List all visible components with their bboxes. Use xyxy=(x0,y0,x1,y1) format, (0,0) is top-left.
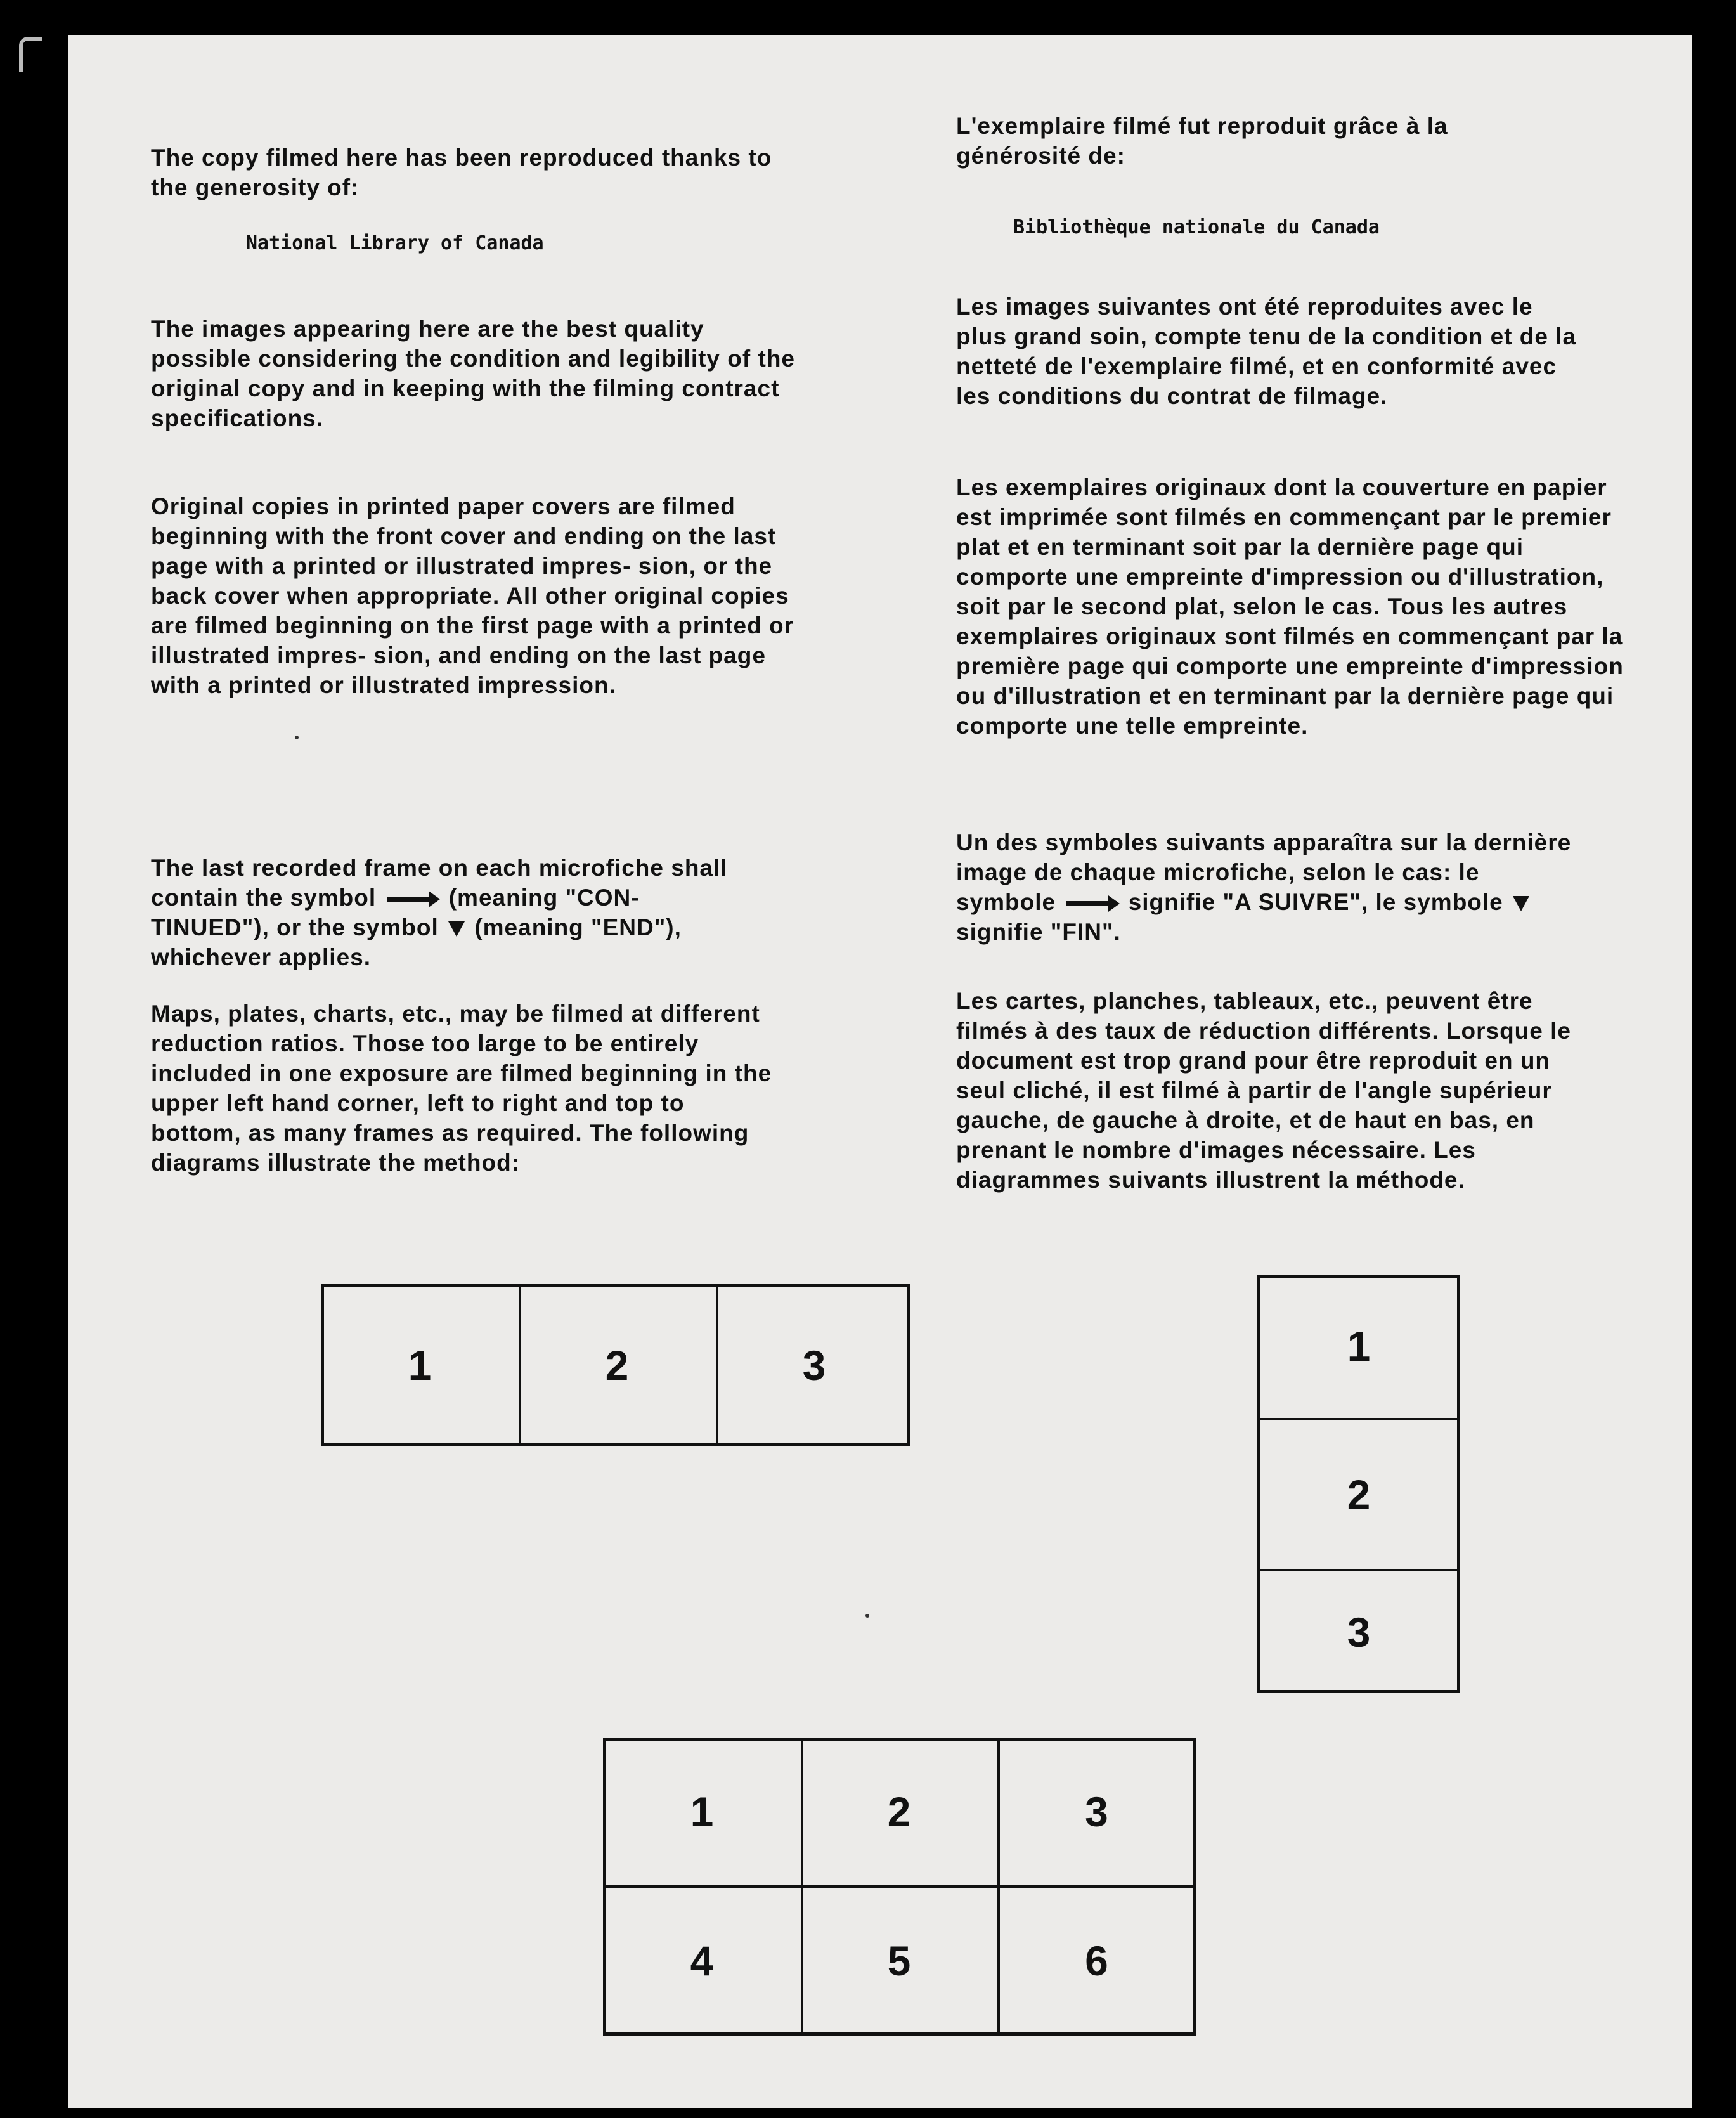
diagram-cell: 6 xyxy=(1085,1937,1108,1984)
speck xyxy=(865,1614,869,1618)
diagram-cell: 2 xyxy=(518,1284,718,1446)
corner-mark xyxy=(19,37,42,72)
en-quality-text: The images appearing here are the best quality possible considering the condition and legibility of the original copy and in keeping with the filming contract specifications. xyxy=(151,316,795,431)
diagram-cell: 1 xyxy=(1257,1275,1460,1420)
diagram-cell: 4 xyxy=(603,1885,803,2036)
en-thanks-text: The copy filmed here has been reproduced thanks to the generosity of: xyxy=(151,145,772,200)
diagram-grid xyxy=(603,1738,1196,2036)
diagram-cell: 3 xyxy=(997,1738,1196,1888)
diagram-cell: 2 xyxy=(1257,1420,1460,1571)
en-original-copies-text: Original copies in printed paper covers are filmed beginning with the front cover and ending on the last page with a printed or illustrated impres- sion, or the back cover when appropriate. All other original copies are filmed beginning on the first page with a printed or illustrated impres- sion, and ending on the last page with a printed or illustrated impression. xyxy=(151,493,794,698)
fr-symbols-part3: signifie "FIN". xyxy=(956,919,1121,945)
fr-maps-text: Les cartes, planches, tableaux, etc., peuvent être filmés à des taux de réduction différents. Lorsque le document est trop grand pour être reproduit en un seul cliché, il est filmé à partir de l'angle supérieur gauche, de gauche à droite, et de haut en bas, en prenant le nombre d'images nécessaire. Les diagrammes suivants illustrent la méthode. xyxy=(956,988,1571,1193)
fr-symbols-text xyxy=(956,828,1577,947)
diagram-cell: 1 xyxy=(321,1284,521,1446)
continued-arrow-icon xyxy=(387,897,437,902)
fr-library-name: Bibliothèque nationale du Canada xyxy=(1013,216,1380,238)
en-symbols-part3: (meaning "END"), whichever applies. xyxy=(151,914,682,970)
speck xyxy=(295,736,299,739)
diagram-row xyxy=(321,1284,910,1446)
diagram-cell: 1 xyxy=(603,1738,803,1888)
diagram-column xyxy=(1257,1275,1460,1693)
end-triangle-icon xyxy=(1513,896,1529,911)
en-symbols-part1: The last recorded frame on each microfiche shall contain the symbol xyxy=(151,855,728,911)
fr-thanks-text: L'exemplaire filmé fut reproduit grâce à la générosité de: xyxy=(956,113,1448,169)
diagram-cell: 2 xyxy=(801,1738,1000,1888)
fr-symbols-part2: signifie "A SUIVRE", le symbole xyxy=(1128,889,1503,915)
diagram-cell: 3 xyxy=(1347,1609,1371,1656)
fr-symbols-part1: Un des symboles suivants apparaîtra sur la dernière image de chaque microfiche, selon le cas: le symbole xyxy=(956,829,1572,915)
diagram-cell: 3 xyxy=(802,1341,826,1389)
page xyxy=(68,35,1692,2108)
diagram-cell: 5 xyxy=(801,1885,1000,2036)
fr-quality-text: Les images suivantes ont été reproduites avec le plus grand soin, compte tenu de la condition et de la netteté de l'exemplaire filmé, et en conformité avec les conditions du contrat de filmage. xyxy=(956,294,1577,409)
en-library-name: National Library of Canada xyxy=(246,232,544,254)
fr-original-copies-text: Les exemplaires originaux dont la couverture en papier est imprimée sont filmés en commençant par le premier plat et en terminant soit par la dernière page qui comporte une empreinte d'impression ou d'illustration, soit par le second plat, selon le cas. Tous les autres exemplaires originaux sont filmés en commençant par la première page qui comporte une empreinte d'impression ou d'illustration et en terminant par la dernière page qui comporte une telle empreinte. xyxy=(956,474,1624,739)
en-maps-text: Maps, plates, charts, etc., may be filmed at different reduction ratios. Those too large to be entirely included in one exposure are filmed beginning in the upper left hand corner, left to right and top to bottom, as many frames as required. The following diagrams illustrate the method: xyxy=(151,1001,772,1176)
en-symbols-part2: (meaning "CON- TINUED"), or the symbol xyxy=(151,885,640,940)
continued-arrow-icon xyxy=(1066,901,1117,906)
end-triangle-icon xyxy=(448,921,465,937)
en-symbols-text xyxy=(151,853,760,972)
